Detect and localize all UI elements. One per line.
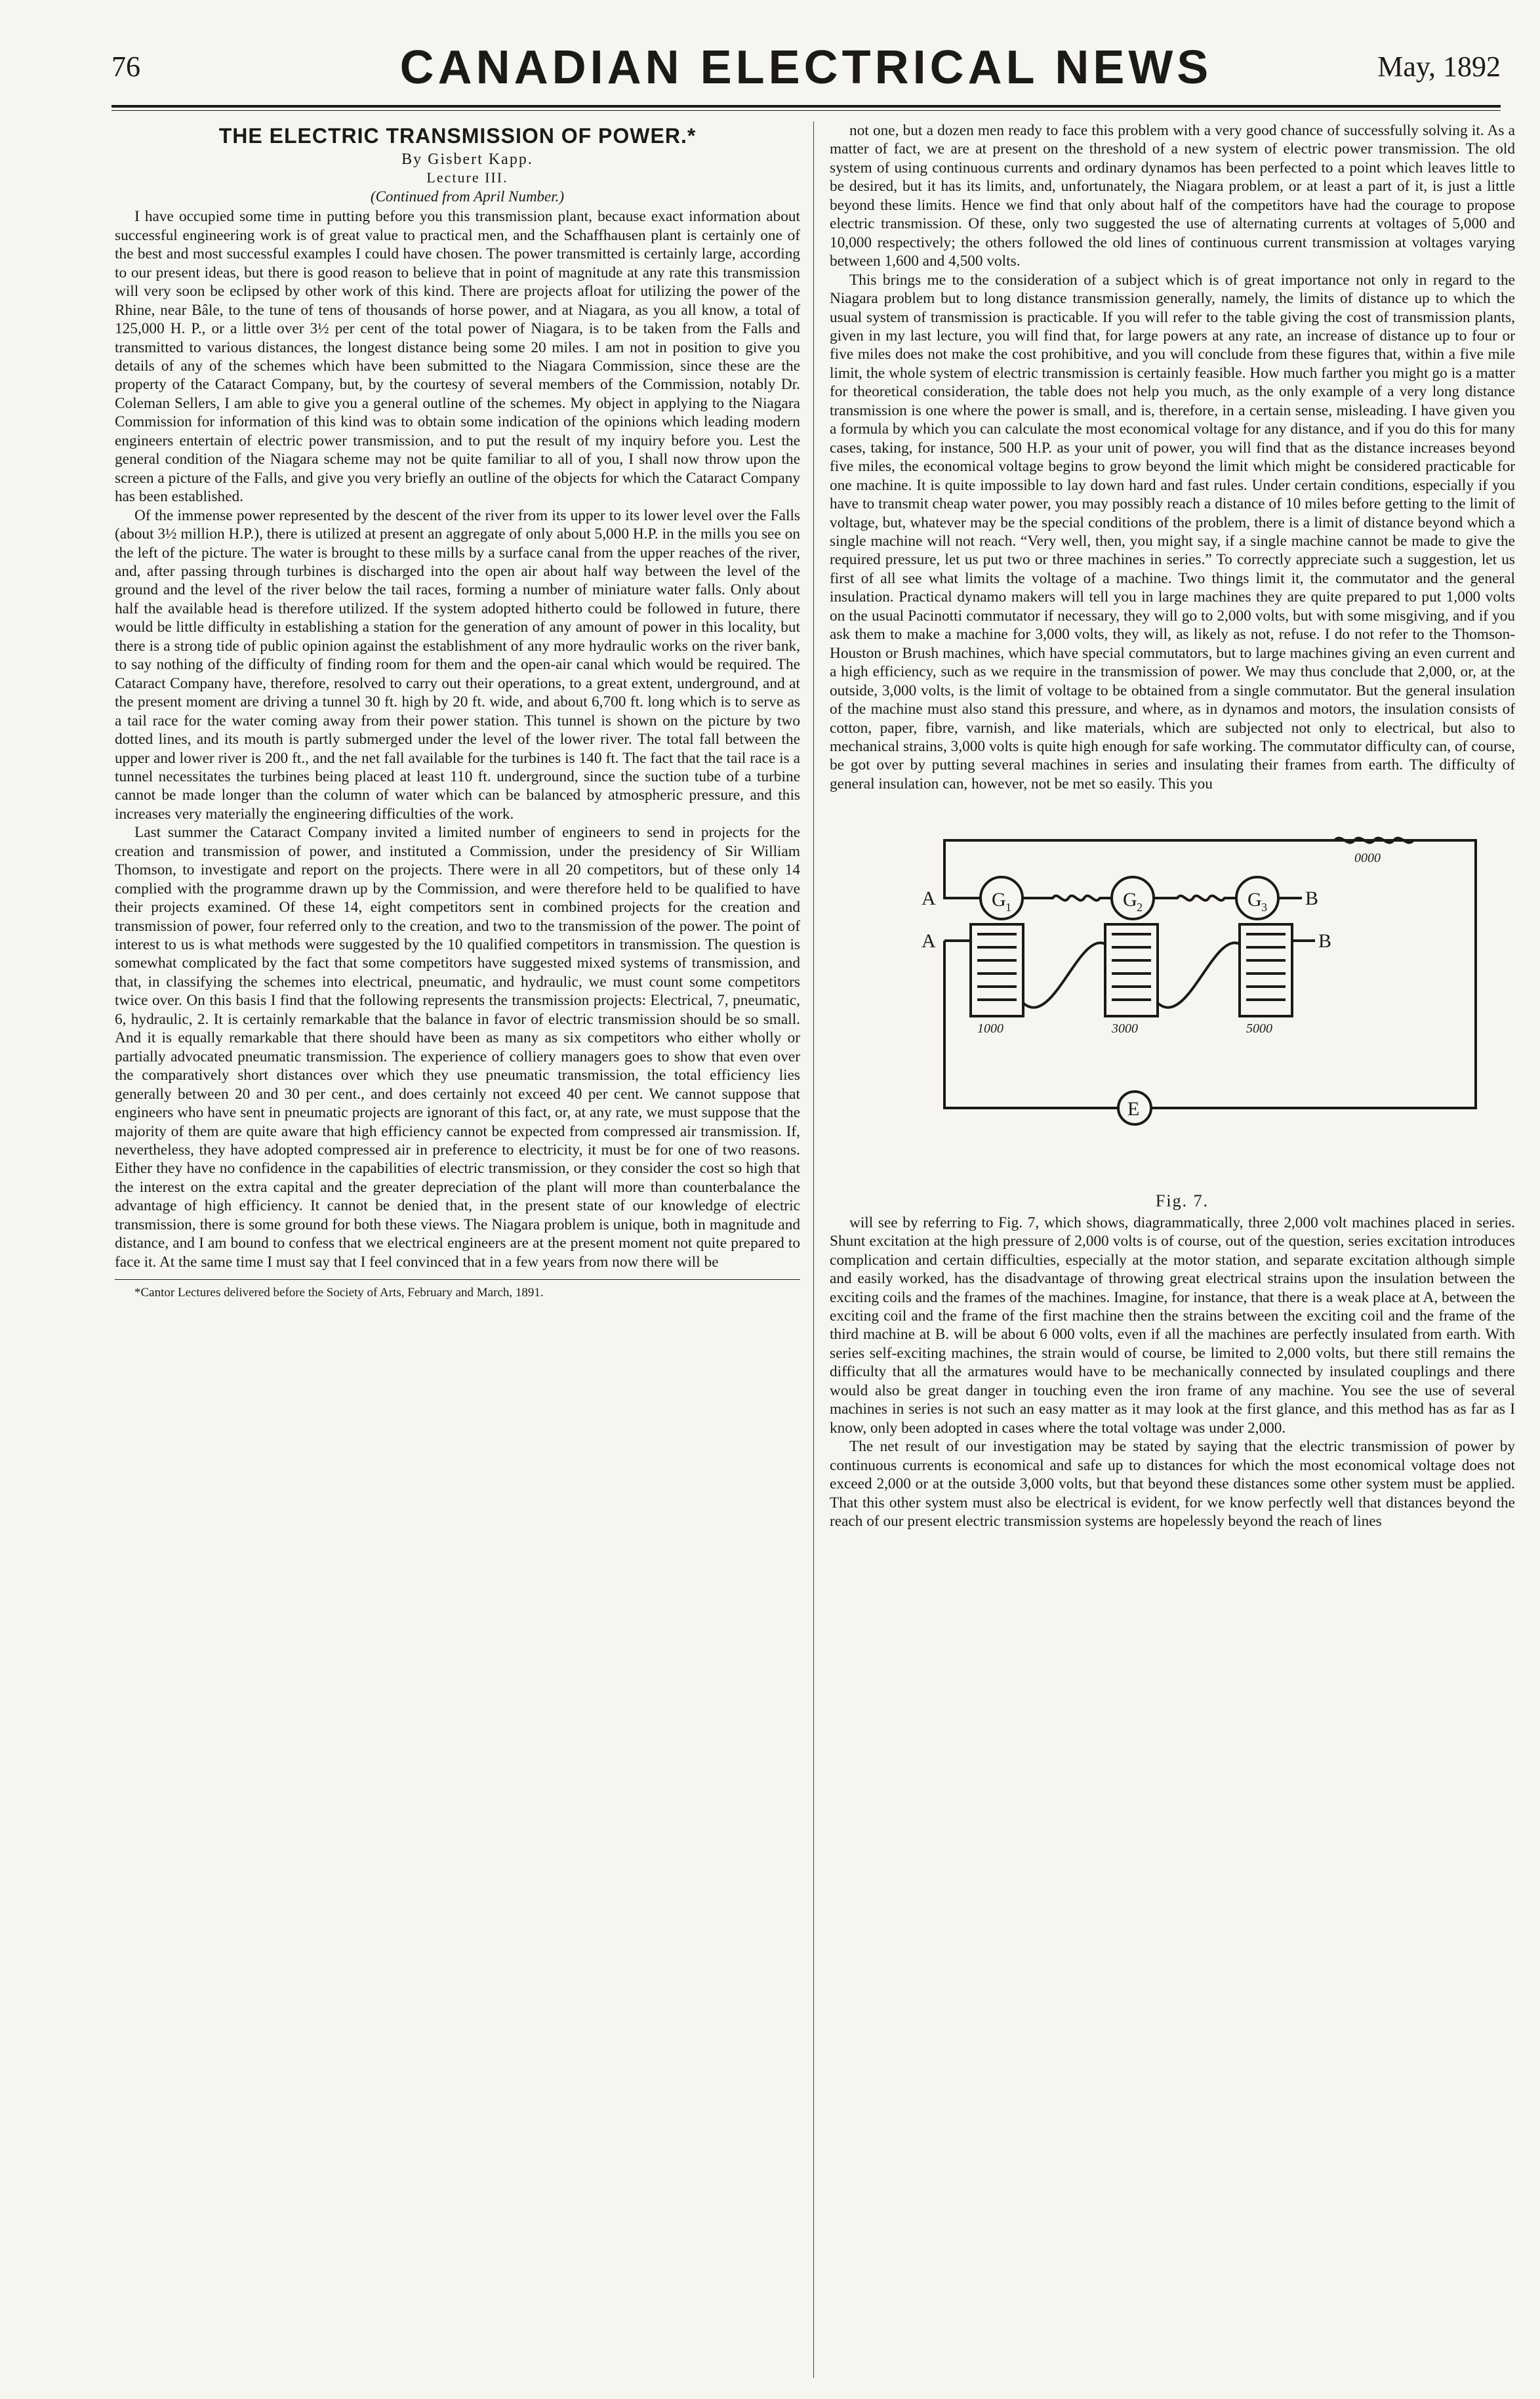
body-paragraph: Of the immense power represented by the descent of the river from its upper to its lower level over the Falls (about 3½ million H.P.), there is utilized at present an aggregate of only about 5,000 H.P. in the mills you see on the left of the picture. The water is brought to these mills by a surface canal from the upper reaches of the river, and, after passing through turbines is discharged into the open air about half way between the level of the ground and the level of the river below the tail races, forming a number of miniature water falls. Only about half the available head is therefore utilized. If the system adopted hitherto could be followed in future, there would be little difficulty in establishing a station for the generation of any amount of power in this locality, but there is a strong tide of public opinion against the establishment of any more hydraulic works on the river bank, to say nothing of the difficulty of finding room for them and the open-air canal which would be required. The Cataract Company have, therefore, resolved to carry out their operations, to a great extent, underground, and at the present moment are driving a tunnel 30 ft. high by 20 ft. wide, and about 6,700 ft. long which is to serve as a tail race for the water coming away from their power station. This tunnel is shown on the picture by two dotted lines, and its mouth is partly submerged under the level of the lower river. The total fall between the upper and lower river is 200 ft., and the net fall available for the turbines is 140 ft. The fact that the tail race is a tunnel necessitates the turbines being placed at least 110 ft. underground, since the suction tube of a turbine cannot be made longer than the column of water which can be balanced by atmospheric pressure, and this increases very materially the engineering difficulties of the work. <box>115 506 800 823</box>
right-column <box>830 121 1515 1530</box>
body-paragraph: This brings me to the consideration of a subject which is of great importance not only in regard to the Niagara problem but to long distance transmission generally, namely, the limits of distance up to which the usual system of transmission is practicable. If you will refer to the table giving the cost of transmission plants, given in my last lecture, you will find that, for large powers at any rate, an increase of distance up to four or five miles does not make the cost prohibitive, and you will conclude from these figures that, within a five mile limit, the whole system of electric transmission is certainly feasible. How much farther you might go is a matter for theoretical consideration, the table does not help you much, as the only example of a very long distance transmission is one where the power is small, and is, therefore, in a certain sense, misleading. I have given you a formula by which you can calculate the most economical voltage for any distance, and if you do this for many cases, taking, for instance, 500 H.P. as your unit of power, you will find that as the distance increases beyond five miles, the economical voltage begins to grow beyond the limit which might be considered practicable for one machine. It is quite impossible to lay down hard and fast rules. Under certain conditions, especially if you have to transmit cheap water power, you may possibly reach a distance of 10 miles before getting to the limit of voltage, but, whatever may be the special conditions of the problem, there is a limit of distance beyond which a single machine will not reach. “Very well, then, you might say, if a single machine cannot be made to give the required pressure, let us put two or three machines in series.” To correctly appreciate such a suggestion, let us first of all see what limits the voltage of a machine. Two things limit it, the commutator and the general insulation. Practical dynamo makers will tell you in large machines they are quite prepared to put 1,000 volts on the usual Pacinotti commutator if necessary, they will go to 2,000 volts, but with some misgiving, and if you ask them to make a machine for 3,000 volts, they will, as likely as not, refuse. I do not refer to the Thomson-Houston or Brush machines, which have special commutators, but to large machines giving an even current and a high efficiency, such as we require in the transmission of power. We may thus conclude that 2,000, or, at the outside, 3,000 volts, is the limit of voltage to be obtained from a single commutator. But the general insulation of the machine must also stand this pressure, and where, as in dynamos and motors, the insulation consists of cotton, paper, fibre, varnish, and like materials, which are subjected not only to electrical, but also to mechanical strains, 3,000 volts is quite high enough for safe working. The commutator difficulty can, of course, be got over by putting several machines in series and insulating their frames from earth. The difficulty of general insulation can, however, not be met so easily. This you <box>830 271 1515 792</box>
exciting-coil-2 <box>1105 924 1158 1016</box>
label-g2: G <box>1123 889 1137 911</box>
continued-note: (Continued from April Number.) <box>370 188 565 205</box>
label-coil-3: 5000 <box>1246 1021 1272 1036</box>
coil-windings <box>977 934 1017 1000</box>
article-title: THE ELECTRIC TRANSMISSION OF POWER.* <box>218 124 697 148</box>
exciting-coil-3 <box>1240 924 1292 1016</box>
body-paragraph: Last summer the Cataract Company invited a limited number of engineers to send in projects for the creation and transmission of power, and instituted a Commission, under the presidency of Sir William Thomson, to investigate and report on the projects. There were in all 20 competitors, but of these only 14 complied with the programme drawn up by the Commission, and were therefore held to be qualified to have their projects examined. Of these 14, eight competitors sent in combined projects for the creation and transmission of power, four referred only to the creation, and two to the transmission of the power. The point of interest to us is what methods were suggested by the 10 qualified competitors in transmission. The question is somewhat complicated by the fact that some competitors have suggested mixed systems of transmission, and that, in classifying the schemes into electrical, pneumatic, and hydraulic, we must count some competitors twice over. On this basis I find that the following represents the transmission projects: Electrical, 7, pneumatic, 6, hydraulic, 2. It is certainly remarkable that the balance in favor of electric transmission should be so small. And it is equally remarkable that there should have been as many as six competitors who either wholly or partially advocated pneumatic transmission. The experience of colliery managers goes to show that even over the comparatively short distances over which they use pneumatic transmission, the total efficiency lies generally between 20 and 30 per cent., and does certainly not exceed 40 per cent. We cannot suppose that engineers who have sent in pneumatic projects are ignorant of this fact, or, at any rate, we must suppose that the majority of them are quite aware that high efficiency cannot be expected from compressed air transmission. If, nevertheless, they have adopted compressed air in preference to electricity, it must be for one of two reasons. Either they have no confidence in the capabilities of electric transmission, or they consider the cost so high that the interest on the extra capital and the greater depreciation of the plant will more than counterbalance the advantage of high efficiency. It cannot be denied that, in the present state of our knowledge of electric transmission, there is some ground for both these views. The Niagara problem is unique, both in magnitude and distance, and I am bound to confess that we electrical engineers are at the present moment not quite prepared to face it. At the same time I must say that I feel convinced that in a few years from now there will be <box>115 824 800 1271</box>
label-g3: G <box>1247 889 1262 911</box>
label-e: E <box>1127 1098 1140 1120</box>
label-coil-1: 1000 <box>977 1021 1003 1036</box>
header-rule <box>111 105 1501 111</box>
body-paragraph: will see by referring to Fig. 7, which shows, diagrammatically, three 2,000 volt machines placed in series. Shunt excitation at the high pressure of 2,000 volts is of course, out of the question, series excitation introduces complication and certain difficulties, especially at the motor station, and separate excitation although simple and easily worked, has the disadvantage of throwing great electrical strains upon the insulation between the exciting coils and the frames of the machines. Imagine, for instance, that there is a weak place at A, between the exciting coil and the frame of the first machine then the strains between the exciting coil and the frame of the third machine at B. will be about 6 000 volts, even if all the machines are perfectly insulated from earth. With series self-exciting machines, the strain would of course, be limited to 2,000 volts, but there still remains the difficulty that all the armatures would have to be mechanically connected by insulated couplings and there would also be great danger in touching even the iron frame of any machine. You see the use of several machines in series is not such an easy matter as it may look at the first glance, and this method has as far as I know, only been adopted in cases where the total voltage was under 2,000. <box>830 1214 1515 1437</box>
coil-windings <box>1246 934 1286 1000</box>
label-b-top: B <box>1305 888 1319 910</box>
circuit-wire <box>944 840 1476 911</box>
series-coil <box>1154 896 1236 901</box>
issue-date: May, 1892 <box>1377 51 1501 83</box>
footnote-rule <box>115 1279 800 1280</box>
label-g1: G <box>992 889 1006 911</box>
lecture-number: Lecture III. <box>426 169 508 186</box>
label-g1-sub: 1 <box>1005 901 1011 914</box>
label-coil-2: 3000 <box>1112 1021 1138 1036</box>
coil-windings <box>1112 934 1151 1000</box>
series-dynamo-diagram <box>830 800 1515 1187</box>
masthead: CANADIAN ELECTRICAL NEWS <box>399 41 1213 94</box>
exciting-coil-1 <box>971 924 1023 1016</box>
left-column <box>115 121 800 1303</box>
circuit-wire <box>944 872 981 898</box>
figure-caption: Fig. 7. <box>1155 1191 1209 1211</box>
body-paragraph: not one, but a dozen men ready to face this problem with a very good chance of successfully solving it. As a matter of fact, we are at present on the threshold of a new system of electric power transmission. The old system of using continuous currents and ordinary dynamos has been perfected to a point which leaves little to be desired, but it has its limits, and, unfortunately, the Niagara problem, or at least a part of it, is just a little beyond these limits. Hence we find that only about half of the competitors have had the courage to propose electric transmission. Of these, only two suggested the use of alternating currents at voltages of 5,000 and 10,000 respectively; the others followed the old lines of continuous current transmission at voltages varying between 1,600 and 4,500 volts. <box>830 122 1515 270</box>
body-paragraph: The net result of our investigation may be stated by saying that the electric transmission of power by continuous currents is economical and safe up to distances for which the most economical voltage does not exceed 2,000 or at the outside 3,000 volts, but that beyond these distances some other system must be applied. That this other system must also be electrical is evident, for we know perfectly well that distances beyond the reach of our present electric transmission systems are hopelessly beyond the reach of lines <box>830 1438 1515 1530</box>
label-top-resistor: 0000 <box>1354 851 1381 866</box>
column-divider <box>813 121 814 2378</box>
label-b-bottom: B <box>1318 930 1332 953</box>
page-header <box>111 38 1501 110</box>
circuit-wire <box>1158 943 1240 1008</box>
label-a-bottom: A <box>922 930 936 953</box>
body-paragraph: I have occupied some time in putting before you this transmission plant, because exact information about successful engineering work is of great value to practical men, and the Schaffhausen plant is certainly one of the best and most successful examples I could have chosen. The power transmitted is certainly large, according to our present ideas, but there is good reason to believe that in point of magnitude at any rate this transmission will very soon be eclipsed by other work of this kind. There are projects afloat for utilizing the power of the Rhine, near Bâle, to the tune of tens of thousands of horse power, and at Niagara, as you all know, a total of 125,000 H. P., or a little over 3½ per cent of the total power of Niagara, is to be taken from the Falls and transmitted to various distances, the longest distance being some 20 miles. I am not in position to give you details of any of the schemes which have been submitted to the Niagara Commission, since these are the property of the Cataract Company, but, by the courtesy of several members of the Commission, notably Dr. Coleman Sellers, I am able to give you a general outline of the schemes. My object in applying to the Niagara Commission for information of this kind was to obtain some indication of the opinions which leading modern engineers entertain of electric power transmission, and to put the result of my inquiry before you. Lest the general condition of the Niagara scheme may not be quite familiar to all of you, I shall now throw upon the screen a picture of the Falls, and give you very briefly an outline of the objects for which the Cataract Company has been established. <box>115 208 800 506</box>
footnote: *Cantor Lectures delivered before the Society of Arts, February and March, 1891. <box>134 1286 544 1300</box>
circuit-wire <box>1023 943 1105 1008</box>
label-g3-sub: 3 <box>1261 901 1267 914</box>
series-coil <box>1023 896 1112 901</box>
page-number: 76 <box>111 51 140 83</box>
label-g2-sub: 2 <box>1137 901 1143 914</box>
figure-7 <box>830 800 1515 1187</box>
resistor-coil <box>1335 838 1413 843</box>
article-byline: By Gisbert Kapp. <box>401 151 533 168</box>
label-a-top: A <box>922 888 936 910</box>
